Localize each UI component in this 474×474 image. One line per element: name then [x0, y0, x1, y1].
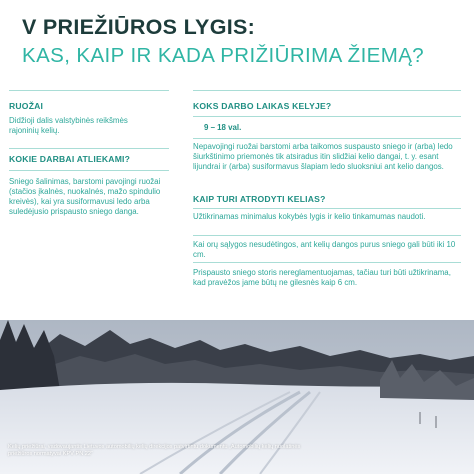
divider [193, 90, 461, 91]
road-paragraph-1: Užtikrinamas minimalus kokybės lygis ir kelio tinkamumas naudoti. [193, 212, 426, 221]
section-heading-darbo-laikas: KOKS DARBO LAIKAS KELYJE? [193, 101, 332, 111]
info-content [0, 90, 474, 320]
divider [193, 116, 461, 117]
divider [193, 138, 461, 139]
header [22, 14, 464, 69]
divider [9, 170, 169, 171]
section-text-darbo-laikas: Nepavojingi ruožai barstomi arba taikomos suspausto sniego ir (arba) ledo šiurkštinimo priemonės tik atsiradus itin slidžiai kelio dangai, t. y. esant lijundrai ir (arba) susiformavus šlapiam ledo sluoksniui ant kelio dangos. [193, 142, 453, 171]
divider [9, 148, 169, 149]
section-text-darbai: Sniego šalinimas, barstomi pavojingi ruožai (stačios įkalnės, nuokalnės, mažo spindulio kreivės), kai yra susiformavusi ledo arba suledėjusio prispausto sniego danga. [9, 177, 161, 216]
page-title: V PRIEŽIŪROS LYGIS: [22, 15, 256, 39]
road-paragraph-2: Kai orų sąlygos nesudėtingos, ant kelių dangos purus sniego gali būti iki 10 cm. [193, 240, 456, 259]
divider [193, 235, 461, 236]
work-hours: 9 – 18 val. [204, 123, 242, 132]
road-paragraph-3: Prispausto sniego storis nereglamentuojamas, tačiau turi būti užtikrinama, kad pravėžos jame būtų ne gilesnės kaip 6 cm. [193, 268, 451, 287]
section-heading-ruozai: RUOŽAI [9, 101, 44, 111]
footnote: Kelių priežiūrai, vadovaujantis Lietuvos automobilių kelių direkcijos patvirtintu dokumentu „Automobilių kelių nuolatinės priežiūros normatyvai KPV PN 22“ [8, 444, 301, 457]
section-heading-darbai: KOKIE DARBAI ATLIEKAMI? [9, 154, 131, 164]
divider [193, 262, 461, 263]
section-heading-kelias: KAIP TURI ATRODYTI KELIAS? [193, 194, 326, 204]
section-text-ruozai: Didžioji dalis valstybinės reikšmės rajoninių kelių. [9, 116, 128, 135]
divider [193, 208, 461, 209]
divider [9, 90, 169, 91]
page-subtitle: KAS, KAIP IR KADA PRIŽIŪRIMA ŽIEMĄ? [22, 44, 425, 67]
